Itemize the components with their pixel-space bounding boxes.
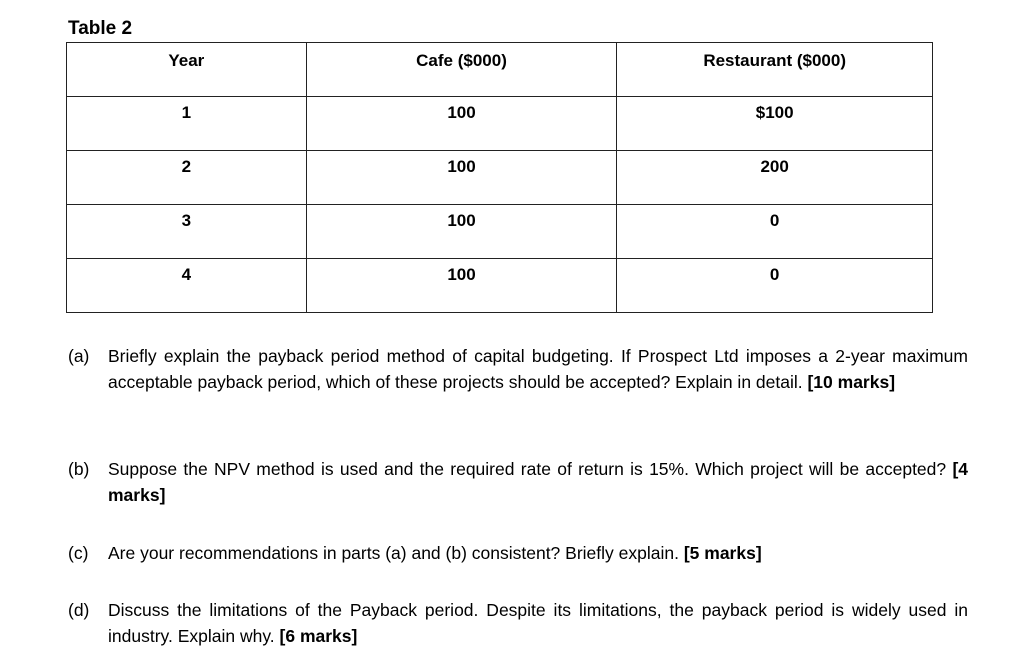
cell-year: 2	[67, 151, 307, 205]
question-marks: [5 marks]	[683, 543, 762, 563]
cell-cafe: 100	[306, 151, 617, 205]
question-label: (d)	[68, 600, 90, 620]
cell-cafe: 100	[306, 97, 617, 151]
question-marks: [10 marks]	[807, 372, 896, 392]
question-text: Briefly explain the payback period method of capital budgeting. If Prospect Ltd imposes a 2-year maximum acceptable payback period, which of these projects should be accepted? Explain in detail.	[108, 346, 968, 392]
cell-restaurant: $100	[617, 97, 933, 151]
column-header-year: Year	[67, 43, 307, 97]
question-marks: [6 marks]	[279, 626, 358, 646]
question-text: Discuss the limitations of the Payback period. Despite its limitations, the payback period is widely used in industry. Explain why.	[108, 600, 968, 646]
question-d	[68, 597, 968, 649]
table-header-row	[67, 43, 933, 97]
table-row	[67, 259, 933, 313]
question-body	[108, 597, 968, 649]
cell-restaurant: 0	[617, 259, 933, 313]
question-body	[108, 456, 968, 508]
table-row	[67, 151, 933, 205]
question-b	[68, 456, 968, 508]
question-label: (a)	[68, 346, 90, 366]
cell-cafe: 100	[306, 205, 617, 259]
question-text: Suppose the NPV method is used and the required rate of return is 15%. Which project will be accepted?	[108, 459, 947, 479]
table-row	[67, 205, 933, 259]
cell-cafe: 100	[306, 259, 617, 313]
cell-year: 3	[67, 205, 307, 259]
question-text: Are your recommendations in parts (a) and (b) consistent? Briefly explain.	[108, 543, 679, 563]
question-marks: [4 marks]	[108, 459, 968, 505]
question-label: (c)	[68, 543, 89, 563]
table-caption: Table 2	[68, 18, 133, 39]
question-body	[108, 540, 968, 566]
cell-year: 4	[67, 259, 307, 313]
cell-restaurant: 0	[617, 205, 933, 259]
question-body	[108, 343, 968, 395]
column-header-restaurant: Restaurant ($000)	[617, 43, 933, 97]
cell-year: 1	[67, 97, 307, 151]
column-header-cafe: Cafe ($000)	[306, 43, 617, 97]
cell-restaurant: 200	[617, 151, 933, 205]
question-label: (b)	[68, 459, 90, 479]
table-row	[67, 97, 933, 151]
data-table	[66, 42, 933, 313]
question-a	[68, 343, 968, 395]
question-c	[68, 540, 968, 566]
